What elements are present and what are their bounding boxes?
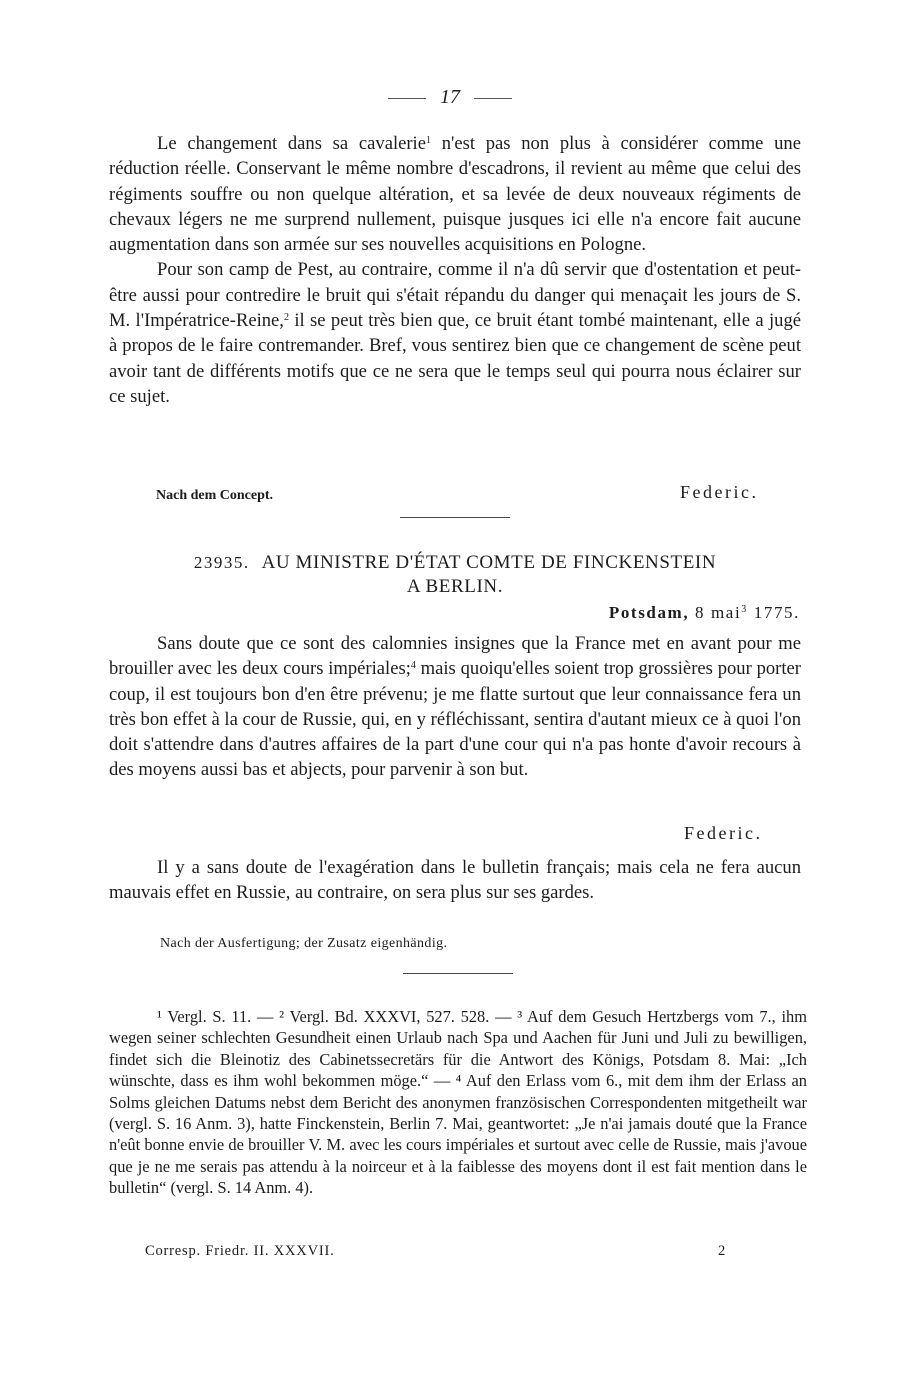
- footnote-ref-2: 2: [283, 312, 289, 324]
- paragraph-cavalry: [109, 131, 801, 257]
- source-note-2: Nach der Ausfertigung; der Zusatz eigenhändig.: [160, 936, 448, 951]
- place-date-line: [609, 603, 800, 623]
- letter-number: 23935.: [193, 553, 250, 572]
- letter-body-2: [109, 631, 801, 783]
- footnotes: [109, 1006, 807, 1199]
- page-header: [0, 86, 900, 109]
- heading-line-2: A BERLIN.: [406, 576, 504, 597]
- paragraph-text: il se peut très bien que, ce bruit étant tombé maintenant, elle a jugé à propos de le faire contremander. Bref, vous sentirez bien que ce changement de scène peut avoir tant de différents motifs que ce ne sera que le temps seul qui pourra nous éclairer sur ce sujet.: [109, 310, 801, 407]
- paragraph-text: mais quoiqu'elles soient trop grossières pour porter coup, il est toujours bon d'en être prévenu; je me flatte surtout que leur connaissance fera un très bon effet à la cour de Russie, qui, en y réfléchissant, sentira d'autant mieux ce à quoi l'on doit s'attendre dans d'autres affaires de la part d'une cour qui n'a pas honte d'avoir recours à des moyens aussi bas et abjects, pour parvenir à son but.: [109, 658, 801, 781]
- place: Potsdam,: [608, 603, 690, 622]
- paragraph-text: Le changement dans sa cavalerie: [157, 133, 426, 154]
- year: 1775.: [753, 603, 800, 622]
- page-number: 17: [440, 86, 460, 108]
- letter-postscript: [109, 855, 801, 906]
- paragraph-text: Pour son camp de Pest, au contraire, comme il n'a dû servir que d'ostentation et peut-être aussi pour contredire le bruit qui s'était répandu du danger qui menaçait les jours de S. M. l'Impératrice-Reine,: [109, 259, 801, 332]
- footnote-text: ¹ Vergl. S. 11. — ² Vergl. Bd. XXXVI, 527. 528. — ³ Auf dem Gesuch Hertzbergs vom 7., ihm wegen seiner schlechten Gesundheit einen Urlaub nach Spa und Aachen für Juni und Juli zu bewilligen, findet sich die Bleinotiz des Cabinetssecretärs für die Antwort des Königs, Potsdam 8. Mai: „Ich wünschte, dass es ihm wohl bekommen möge.“ — ⁴ Auf den Erlass vom 6., mit dem ihm der Erlass an Solms gleichen Datums nebst dem Bericht des anonymen französischen Correspondenten mitgetheilt war (vergl. S. 16 Anm. 3), hatte Finckenstein, Berlin 7. Mai, geantwortet: „Je n'ai jamais douté que la France n'eût bonne envie de brouiller V. M. avec les cours impériales et surtout avec celle de Russie, mais j'avoue que je ne me serais pas attendu à la noirceur et à la faiblesse des moyens dont il est fait mention dans le bulletin“ (vergl. S. 14 Anm. 4).: [109, 1007, 807, 1198]
- recipient-title: AU MINISTRE D'ÉTAT COMTE DE FINCKENSTEIN: [261, 552, 717, 573]
- volume-reference: Corresp. Friedr. II. XXXVII.: [145, 1243, 335, 1259]
- heading-line-1: [109, 551, 801, 575]
- header-dash-left: [388, 98, 426, 99]
- letter-heading: [109, 551, 801, 599]
- footnote-divider: [403, 973, 513, 974]
- footnote-ref-1: 1: [425, 135, 431, 146]
- paragraph-pest-camp: [109, 257, 801, 409]
- date: 8 mai: [695, 603, 742, 622]
- signature-2: Federic.: [684, 823, 763, 843]
- footnote-ref-4: 4: [410, 660, 416, 672]
- header-dash-right: [474, 98, 512, 99]
- paragraph-text: Sans doute que ce sont des calomnies insignes que la France met en avant pour me brouiller avec les deux cours impériales;: [109, 633, 801, 680]
- signature-mark: 2: [718, 1243, 727, 1259]
- letter-body-1: [109, 131, 801, 409]
- paragraph-text: n'est pas non plus à considérer comme une réduction réelle. Conservant le même nombre d'escadrons, il revient au même que celui des régiments souffre ou non quelque altération, et sa levée de deux nouveaux régiments de chevaux légers ne me surprend nullement, puisque jusques ici elle n'a encore fait aucune augmentation dans son armée sur ses nouvelles acquisitions en Pologne.: [109, 133, 801, 256]
- section-divider: [400, 517, 510, 518]
- source-note-1: Nach dem Concept.: [156, 488, 274, 503]
- paragraph-bulletin: Il y a sans doute de l'exagération dans le bulletin français; mais cela ne fera aucun mauvais effet en Russie, au contraire, on sera plus sur ses gardes.: [109, 857, 801, 904]
- paragraph-calumnies: [109, 631, 801, 783]
- footnote-ref-3: 3: [741, 604, 748, 615]
- signature-1: Federic.: [680, 482, 759, 502]
